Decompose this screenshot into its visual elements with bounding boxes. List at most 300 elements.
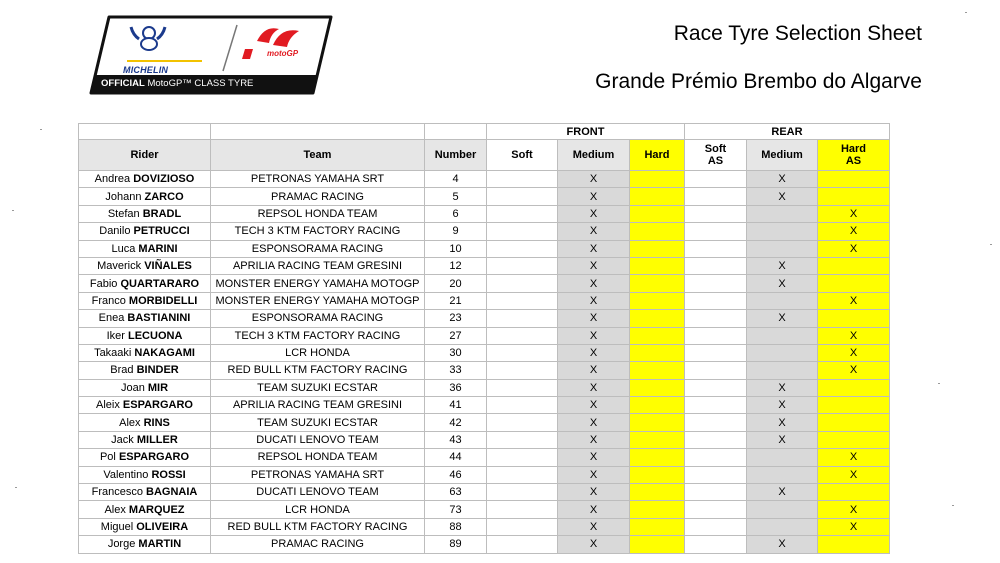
rider-last-name: ROSSI [151, 468, 186, 481]
front-soft-cell [487, 501, 558, 518]
rider-first-name: Andrea [94, 173, 131, 186]
front-medium-cell [558, 188, 630, 205]
rear-soft-cell [685, 257, 747, 274]
rear-soft-cell [685, 275, 747, 292]
selection-mark: X [778, 277, 786, 290]
table-row [79, 327, 890, 344]
rear-soft-cell [685, 466, 747, 483]
rear-soft-cell [685, 310, 747, 327]
number-cell: 63 [425, 484, 487, 501]
group-header-row [79, 124, 890, 140]
team-cell: LCR HONDA [211, 501, 425, 518]
rear-soft-cell [685, 501, 747, 518]
rear-medium-cell [747, 257, 818, 274]
rider-first-name: Takaaki [94, 347, 132, 360]
team-cell: MONSTER ENERGY YAMAHA MOTOGP [211, 275, 425, 292]
team-cell: LCR HONDA [211, 344, 425, 361]
front-medium-cell [558, 397, 630, 414]
rider-first-name: Enea [98, 312, 125, 325]
rear-soft-cell [685, 171, 747, 188]
front-medium-cell [558, 310, 630, 327]
rear-medium-cell [747, 397, 818, 414]
rider-cell [79, 188, 211, 205]
front-soft-cell [487, 327, 558, 344]
front-hard-cell [630, 275, 685, 292]
selection-mark: X [589, 329, 598, 342]
scan-speck [965, 12, 967, 13]
front-medium-cell [558, 379, 630, 396]
scan-speck [952, 505, 954, 506]
rider-first-name: Luca [111, 242, 136, 255]
table-row [79, 501, 890, 518]
front-hard-cell [630, 379, 685, 396]
rider-last-name: VIÑALES [144, 260, 192, 273]
front-medium-cell [558, 536, 630, 553]
rider-last-name: PETRUCCI [133, 225, 190, 238]
selection-mark: X [778, 434, 786, 447]
rider-first-name: Aleix [96, 399, 120, 412]
rider-first-name: Francesco [91, 486, 143, 499]
rear-soft-cell [685, 223, 747, 240]
logo-series-text: motoGP [267, 49, 299, 58]
front-hard-cell [630, 205, 685, 222]
rear-medium-cell [747, 449, 818, 466]
number-cell: 9 [425, 223, 487, 240]
rider-first-name: Danilo [99, 225, 131, 238]
front-medium-cell [558, 257, 630, 274]
selection-mark: X [778, 538, 786, 551]
number-cell: 41 [425, 397, 487, 414]
selection-mark: X [589, 260, 598, 273]
rear-soft-cell [685, 362, 747, 379]
team-cell: DUCATI LENOVO TEAM [211, 431, 425, 448]
rear-medium-cell [747, 327, 818, 344]
front-hard-cell [630, 484, 685, 501]
front-hard-cell [630, 292, 685, 309]
front-soft-cell [487, 205, 558, 222]
selection-mark: X [589, 190, 598, 203]
selection-mark: X [849, 521, 858, 533]
rear-medium-cell [747, 414, 818, 431]
selection-mark: X [849, 503, 858, 516]
rider-last-name: LECUONA [128, 329, 183, 342]
rear-hard-cell [818, 449, 890, 466]
front-soft-cell [487, 310, 558, 327]
front-group-header: FRONT [487, 124, 685, 140]
front-hard-cell [630, 310, 685, 327]
tyre-selection-table [78, 123, 890, 554]
team-cell: MONSTER ENERGY YAMAHA MOTOGP [211, 292, 425, 309]
rider-last-name: DOVIZIOSO [133, 173, 195, 186]
front-hard-cell [630, 466, 685, 483]
rider-first-name: Fabio [89, 277, 118, 290]
col-header-rear-hard: Hard AS [818, 140, 890, 171]
scan-speck [12, 210, 14, 211]
team-cell: PRAMAC RACING [211, 536, 425, 553]
rear-hard-cell [818, 240, 890, 257]
blank-cell [79, 124, 211, 140]
rear-hard-cell [818, 484, 890, 501]
team-cell: REPSOL HONDA TEAM [211, 449, 425, 466]
col-header-rear-soft: Soft AS [685, 140, 747, 171]
rider-cell [79, 327, 211, 344]
rider-cell [79, 223, 211, 240]
selection-mark: X [589, 364, 598, 377]
selection-mark: X [778, 399, 786, 412]
selection-mark: X [589, 503, 598, 516]
front-medium-cell [558, 205, 630, 222]
front-hard-cell [630, 171, 685, 188]
rider-cell [79, 344, 211, 361]
number-cell: 4 [425, 171, 487, 188]
michelin-motogp-logo [87, 13, 335, 95]
selection-mark: X [849, 225, 858, 238]
front-medium-cell [558, 466, 630, 483]
front-hard-cell [630, 414, 685, 431]
rear-medium-cell [747, 223, 818, 240]
selection-mark: X [778, 416, 786, 429]
team-cell: PETRONAS YAMAHA SRT [211, 466, 425, 483]
number-cell: 43 [425, 431, 487, 448]
rider-last-name: BAGNAIA [146, 486, 198, 499]
rider-first-name: Jorge [107, 538, 136, 551]
rider-cell [79, 362, 211, 379]
rider-cell [79, 449, 211, 466]
selection-mark: X [849, 242, 858, 255]
scan-speck [15, 487, 17, 488]
rear-medium-cell [747, 501, 818, 518]
team-cell: TEAM SUZUKI ECSTAR [211, 414, 425, 431]
front-medium-cell [558, 240, 630, 257]
scan-speck [40, 129, 42, 130]
table-row [79, 292, 890, 309]
rear-soft-cell [685, 344, 747, 361]
front-soft-cell [487, 397, 558, 414]
front-hard-cell [630, 449, 685, 466]
team-cell: APRILIA RACING TEAM GRESINI [211, 397, 425, 414]
front-hard-cell [630, 188, 685, 205]
table-row [79, 431, 890, 448]
front-hard-cell [630, 257, 685, 274]
rear-hard-cell [818, 327, 890, 344]
selection-mark: X [589, 451, 598, 464]
selection-mark: X [778, 260, 786, 273]
rider-cell [79, 205, 211, 222]
rider-last-name: MILLER [136, 434, 178, 447]
rider-last-name: BINDER [136, 364, 179, 377]
selection-mark: X [589, 416, 598, 429]
rear-medium-cell [747, 362, 818, 379]
front-medium-cell [558, 344, 630, 361]
front-soft-cell [487, 240, 558, 257]
rear-soft-cell [685, 240, 747, 257]
rider-last-name: ZARCO [144, 190, 184, 203]
rear-hard-cell [818, 171, 890, 188]
selection-mark: X [778, 486, 786, 499]
rider-first-name: Maverick [97, 260, 142, 273]
col-header-rear-medium: Medium [747, 140, 818, 171]
table-row [79, 344, 890, 361]
rider-last-name: ESPARGARO [118, 451, 190, 464]
selection-mark: X [849, 364, 858, 377]
rear-hard-cell [818, 344, 890, 361]
logo-footer-text: OFFICIAL MotoGP™ CLASS TYRE [101, 78, 254, 89]
front-soft-cell [487, 362, 558, 379]
rear-hard-cell [818, 536, 890, 553]
rider-last-name: MARINI [138, 242, 178, 255]
front-hard-cell [630, 223, 685, 240]
rider-last-name: OLIVEIRA [136, 521, 189, 533]
front-medium-cell [558, 501, 630, 518]
selection-mark: X [589, 399, 598, 412]
col-header-front-hard: Hard [630, 140, 685, 171]
rear-hard-cell [818, 466, 890, 483]
rider-first-name: Miguel [100, 521, 134, 533]
number-cell: 89 [425, 536, 487, 553]
selection-mark: X [589, 521, 598, 533]
team-cell: TECH 3 KTM FACTORY RACING [211, 327, 425, 344]
front-soft-cell [487, 188, 558, 205]
team-cell: TEAM SUZUKI ECSTAR [211, 379, 425, 396]
rider-first-name: Valentino [103, 468, 149, 481]
rider-first-name: Brad [110, 364, 134, 377]
rear-medium-cell [747, 275, 818, 292]
rear-soft-cell [685, 536, 747, 553]
front-soft-cell [487, 257, 558, 274]
rider-first-name: Alex [104, 503, 126, 516]
front-soft-cell [487, 275, 558, 292]
rear-medium-cell [747, 292, 818, 309]
table-row [79, 310, 890, 327]
rear-hard-cell [818, 292, 890, 309]
col-header-rider: Rider [79, 140, 211, 171]
rear-medium-cell [747, 310, 818, 327]
rear-hard-cell [818, 414, 890, 431]
rear-hard-cell [818, 431, 890, 448]
front-hard-cell [630, 344, 685, 361]
number-cell: 30 [425, 344, 487, 361]
number-cell: 27 [425, 327, 487, 344]
table-row [79, 188, 890, 205]
table-row [79, 257, 890, 274]
number-cell: 12 [425, 257, 487, 274]
rider-first-name: Alex [119, 416, 141, 429]
rear-medium-cell [747, 240, 818, 257]
number-cell: 21 [425, 292, 487, 309]
rear-medium-cell [747, 188, 818, 205]
front-medium-cell [558, 171, 630, 188]
table-row [79, 466, 890, 483]
team-cell: REPSOL HONDA TEAM [211, 205, 425, 222]
rear-soft-cell [685, 518, 747, 535]
table-row [79, 205, 890, 222]
front-soft-cell [487, 536, 558, 553]
front-soft-cell [487, 379, 558, 396]
selection-mark: X [849, 347, 858, 360]
rider-last-name: BASTIANINI [127, 312, 191, 325]
team-cell: TECH 3 KTM FACTORY RACING [211, 223, 425, 240]
selection-mark: X [849, 451, 858, 464]
number-cell: 36 [425, 379, 487, 396]
selection-mark: X [849, 207, 858, 220]
rear-medium-cell [747, 344, 818, 361]
scan-speck [938, 383, 940, 384]
selection-mark: X [778, 190, 786, 203]
selection-mark: X [589, 294, 598, 307]
table-row [79, 414, 890, 431]
number-cell: 10 [425, 240, 487, 257]
selection-mark: X [589, 207, 598, 220]
team-cell: RED BULL KTM FACTORY RACING [211, 518, 425, 535]
rider-cell [79, 292, 211, 309]
front-hard-cell [630, 431, 685, 448]
rear-soft-cell [685, 188, 747, 205]
front-soft-cell [487, 466, 558, 483]
front-medium-cell [558, 292, 630, 309]
front-hard-cell [630, 536, 685, 553]
selection-mark: X [778, 381, 786, 394]
rider-cell [79, 379, 211, 396]
rider-cell [79, 171, 211, 188]
table-row [79, 275, 890, 292]
col-header-number: Number [425, 140, 487, 171]
rider-first-name: Johann [105, 190, 142, 203]
selection-mark: X [589, 486, 598, 499]
selection-mark: X [589, 347, 598, 360]
rear-medium-cell [747, 431, 818, 448]
rear-medium-cell [747, 518, 818, 535]
rear-hard-cell [818, 362, 890, 379]
front-medium-cell [558, 327, 630, 344]
team-cell: RED BULL KTM FACTORY RACING [211, 362, 425, 379]
front-medium-cell [558, 275, 630, 292]
number-cell: 5 [425, 188, 487, 205]
rear-soft-cell [685, 205, 747, 222]
col-header-front-soft: Soft [487, 140, 558, 171]
team-cell: ESPONSORAMA RACING [211, 310, 425, 327]
rider-cell [79, 275, 211, 292]
number-cell: 44 [425, 449, 487, 466]
rider-first-name: Iker [106, 329, 125, 342]
front-medium-cell [558, 223, 630, 240]
number-cell: 88 [425, 518, 487, 535]
selection-mark: X [778, 173, 786, 186]
rear-hard-cell [818, 188, 890, 205]
rider-last-name: BRADL [142, 207, 182, 220]
rider-first-name: Stefan [107, 207, 140, 220]
front-soft-cell [487, 431, 558, 448]
front-hard-cell [630, 397, 685, 414]
table-row [79, 397, 890, 414]
rider-first-name: Jack [111, 434, 134, 447]
rider-last-name: MORBIDELLI [128, 294, 198, 307]
number-cell: 6 [425, 205, 487, 222]
selection-mark: X [589, 434, 598, 447]
table-row [79, 171, 890, 188]
front-soft-cell [487, 344, 558, 361]
number-cell: 23 [425, 310, 487, 327]
rear-soft-cell [685, 484, 747, 501]
team-cell: APRILIA RACING TEAM GRESINI [211, 257, 425, 274]
rider-cell [79, 431, 211, 448]
rear-soft-cell [685, 327, 747, 344]
rider-first-name: Franco [91, 294, 126, 307]
rider-cell [79, 466, 211, 483]
selection-mark: X [589, 173, 598, 186]
col-header-front-medium: Medium [558, 140, 630, 171]
event-title: Grande Prémio Brembo do Algarve [595, 70, 922, 93]
front-hard-cell [630, 362, 685, 379]
rear-medium-cell [747, 484, 818, 501]
rider-last-name: RINS [143, 416, 170, 429]
rider-last-name: ESPARGARO [122, 399, 193, 412]
rear-hard-cell [818, 275, 890, 292]
rear-soft-cell [685, 397, 747, 414]
scan-speck [990, 244, 992, 245]
rider-cell [79, 240, 211, 257]
rider-cell [79, 484, 211, 501]
rider-cell [79, 414, 211, 431]
selection-mark: X [589, 277, 598, 290]
front-medium-cell [558, 414, 630, 431]
table-row [79, 223, 890, 240]
number-cell: 33 [425, 362, 487, 379]
column-header-row [79, 140, 890, 171]
table-row [79, 240, 890, 257]
front-medium-cell [558, 431, 630, 448]
front-soft-cell [487, 223, 558, 240]
rider-first-name: Pol [99, 451, 116, 464]
rear-medium-cell [747, 205, 818, 222]
rear-hard-cell [818, 257, 890, 274]
front-soft-cell [487, 484, 558, 501]
rider-cell [79, 257, 211, 274]
selection-mark: X [589, 381, 598, 394]
selection-mark: X [778, 312, 786, 325]
rear-hard-cell [818, 223, 890, 240]
rider-last-name: MIR [147, 381, 169, 394]
rider-cell [79, 310, 211, 327]
front-hard-cell [630, 240, 685, 257]
table-row [79, 362, 890, 379]
rear-soft-cell [685, 431, 747, 448]
selection-mark: X [849, 294, 858, 307]
rider-last-name: QUARTARARO [120, 277, 200, 290]
rear-hard-cell [818, 518, 890, 535]
rear-soft-cell [685, 414, 747, 431]
rider-first-name: Joan [120, 381, 145, 394]
rider-cell [79, 536, 211, 553]
front-soft-cell [487, 414, 558, 431]
team-cell: PETRONAS YAMAHA SRT [211, 171, 425, 188]
selection-mark: X [589, 538, 598, 551]
rear-hard-cell [818, 310, 890, 327]
rear-hard-cell [818, 379, 890, 396]
front-hard-cell [630, 327, 685, 344]
front-soft-cell [487, 518, 558, 535]
number-cell: 73 [425, 501, 487, 518]
rider-cell [79, 397, 211, 414]
table-row [79, 518, 890, 535]
rear-hard-cell [818, 205, 890, 222]
selection-mark: X [589, 312, 598, 325]
rear-soft-cell [685, 379, 747, 396]
rear-medium-cell [747, 379, 818, 396]
front-soft-cell [487, 292, 558, 309]
table-row [79, 449, 890, 466]
blank-cell [425, 124, 487, 140]
rider-last-name: NAKAGAMI [134, 347, 195, 360]
